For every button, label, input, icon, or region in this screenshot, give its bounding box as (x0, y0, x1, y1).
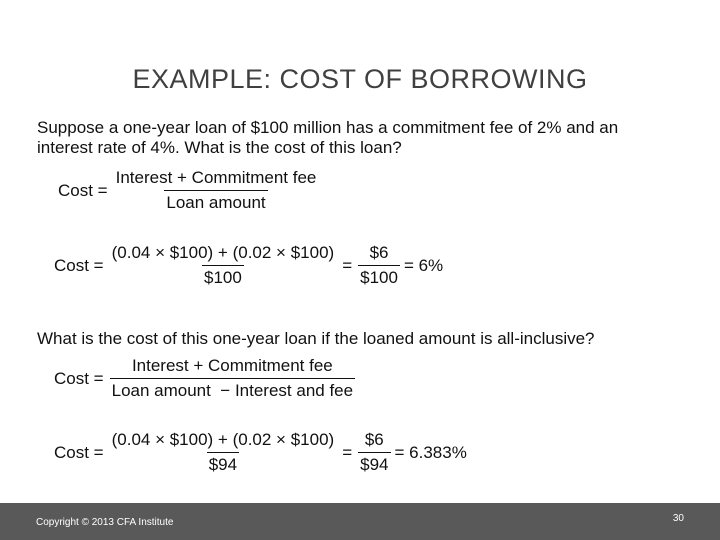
equals-sign: = (342, 442, 353, 462)
simplified-fraction (358, 243, 400, 288)
fraction (114, 168, 319, 213)
formula-label: Cost = (54, 255, 104, 275)
cost-formula-two (54, 356, 355, 401)
question-one: Suppose a one-year loan of $100 million has a commitment fee of 2% and an interest rate of 4%. What is the cost of this loan? (37, 118, 619, 157)
denominator: $100 (358, 265, 400, 288)
question-two: What is the cost of this one-year loan if the loaned amount is all-inclusive? (37, 329, 595, 348)
numerator: $6 (364, 430, 384, 449)
denominator: $94 (358, 452, 390, 475)
cost-calculation-one (54, 243, 443, 288)
numerator: Interest + Commitment fee (115, 168, 317, 187)
formula-label: Cost = (58, 180, 108, 200)
cost-calculation-two (54, 430, 467, 475)
fraction (110, 430, 337, 475)
equals-sign: = (342, 255, 353, 275)
denominator: $100 (202, 265, 244, 288)
numerator: (0.04 × $100) + (0.02 × $100) (111, 243, 335, 262)
slide-title: EXAMPLE: COST OF BORROWING (132, 64, 588, 94)
denominator: Loan amount − Interest and fee (110, 378, 355, 401)
formula-label: Cost = (54, 442, 104, 462)
denominator: $94 (207, 452, 239, 475)
formula-label: Cost = (54, 368, 104, 388)
numerator: $6 (369, 243, 389, 262)
cost-formula-one (58, 168, 318, 213)
fraction (110, 356, 355, 401)
numerator: (0.04 × $100) + (0.02 × $100) (111, 430, 335, 449)
page-number: 30 (672, 513, 684, 524)
footer-bar (0, 503, 720, 540)
denominator: Loan amount (164, 190, 267, 213)
simplified-fraction (358, 430, 390, 475)
numerator: Interest + Commitment fee (131, 356, 333, 375)
fraction (110, 243, 337, 288)
copyright-text: Copyright © 2013 CFA Institute (36, 517, 174, 528)
result: = 6% (403, 255, 444, 275)
result: = 6.383% (394, 442, 467, 462)
